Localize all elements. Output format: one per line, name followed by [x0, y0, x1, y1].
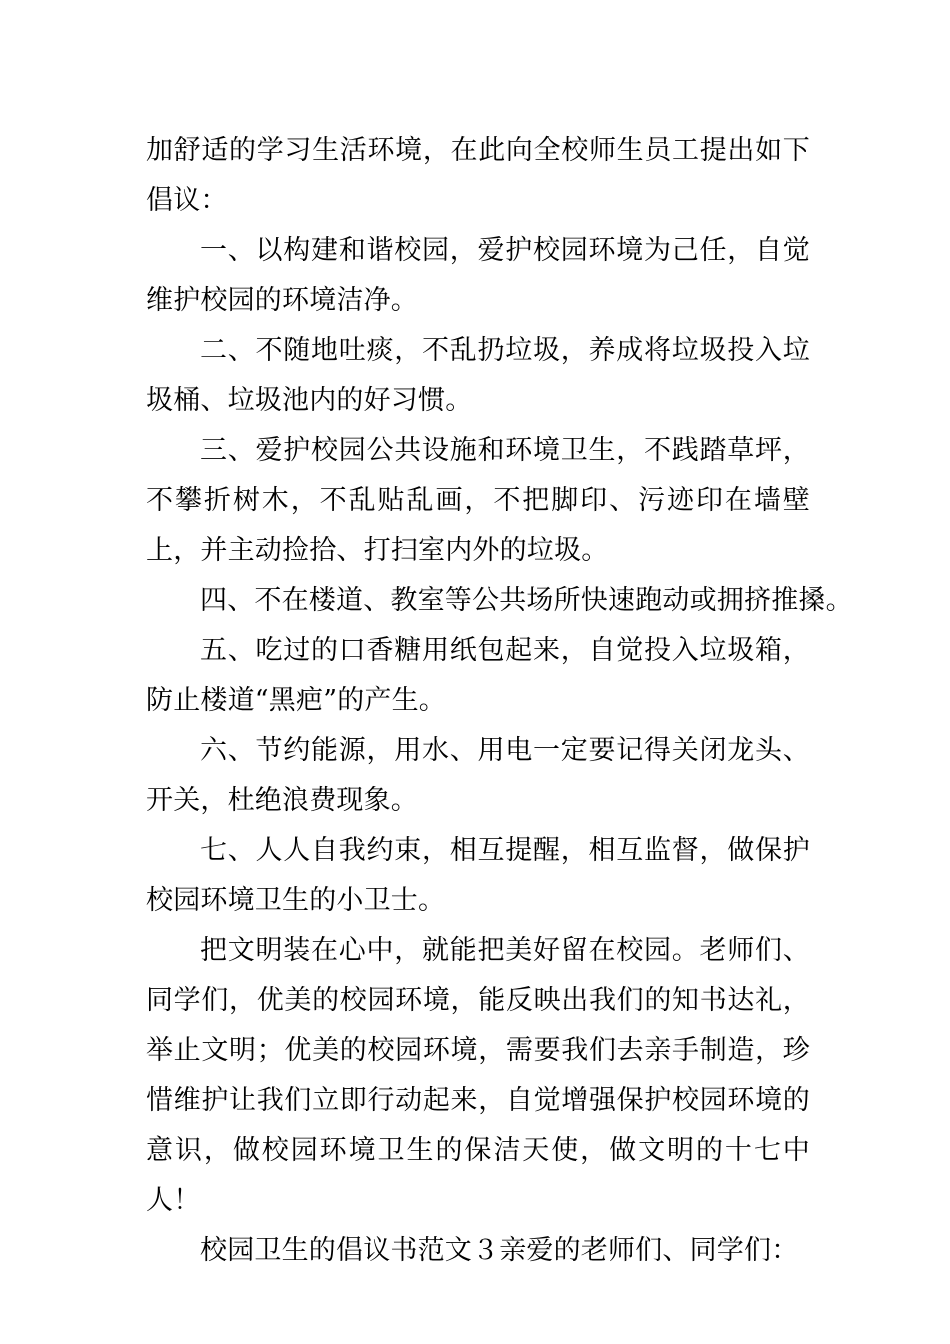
document-body [146, 126, 853, 1276]
paragraph-item-2: 二、不随地吐痰，不乱扔垃圾，养成将垃圾投入垃圾桶、垃圾池内的好习惯。 [146, 335, 810, 416]
paragraph-item-3: 三、爱护校园公共设施和环境卫生，不践踏草坪，不攀折树木，不乱贴乱画，不把脚印、污迹印在墙壁上，并主动捡拾、打扫室内外的垃圾。 [146, 435, 810, 566]
paragraph-closing: 把文明装在心中，就能把美好留在校园。老师们、同学们，优美的校园环境，能反映出我们的知书达礼，举止文明；优美的校园环境，需要我们去亲手制造，珍惜维护让我们立即行动起来，自觉增强保护校园环境的意识，做校园环境卫生的保洁天使，做文明的十七中人！ [146, 935, 810, 1216]
paragraph-proposal-intro: 加舒适的学习生活环境，在此向全校师生员工提出如下倡议： [146, 135, 810, 216]
paragraph-next-title: 校园卫生的倡议书范文３亲爱的老师们、同学们： [200, 1235, 799, 1266]
paragraph-item-1: 一、以构建和谐校园，爱护校园环境为己任，自觉维护校园的环境洁净。 [146, 235, 810, 316]
paragraph-item-4: 四、不在楼道、教室等公共场所快速跑动或拥挤推搡。 [200, 585, 853, 616]
paragraph-item-7: 七、人人自我约束，相互提醒，相互监督，做保护校园环境卫生的小卫士。 [146, 835, 810, 916]
paragraph-item-6: 六、节约能源，用水、用电一定要记得关闭龙头、开关，杜绝浪费现象。 [146, 735, 810, 816]
paragraph-item-5: 五、吃过的口香糖用纸包起来，自觉投入垃圾箱，防止楼道“黑疤”的产生。 [146, 635, 810, 716]
